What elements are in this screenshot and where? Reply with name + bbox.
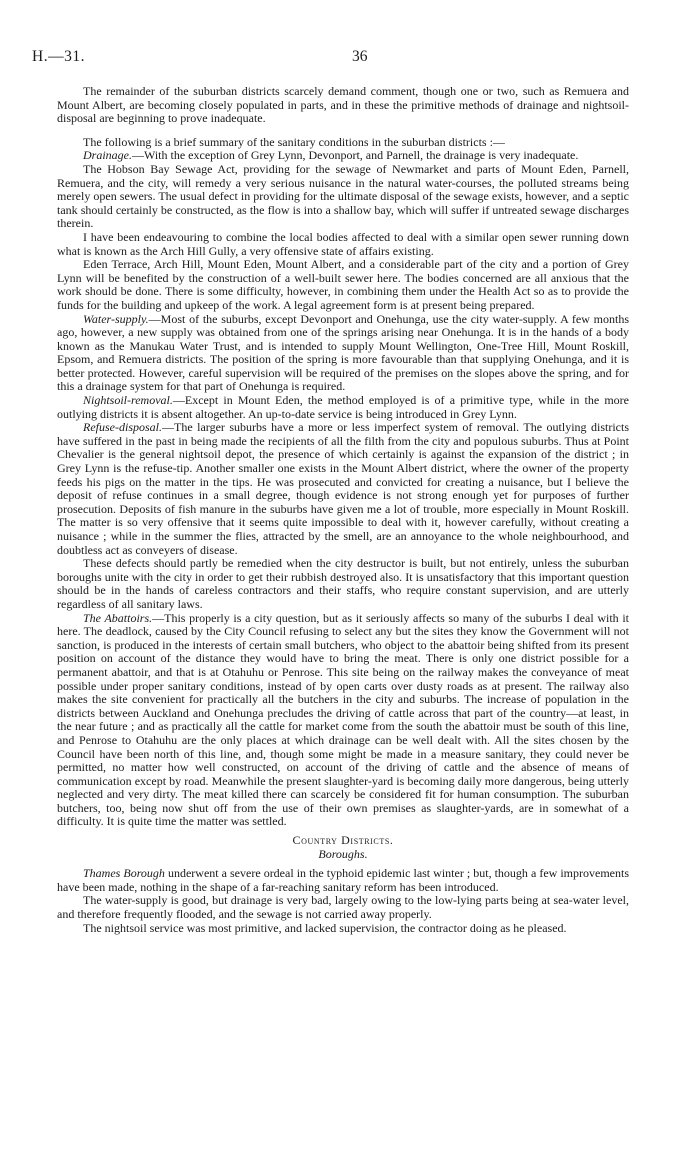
paragraph: The water-supply is good, but drainage is very bad, largely owing to the low-lying parts being at sea-water level, and therefore frequently flooded, and the sewage is not carried away properly. bbox=[57, 893, 629, 922]
paragraph-text: —The larger suburbs have a more or less imperfect system of removal. The outlying districts have suffered in the past in being made the recipients of all the filth from the city and populous suburbs. Thus at Point Chevalier is the general nightsoil depot, the presence of which certainly is against the expansion of the district ; in Grey Lynn is the refuse-tip. Another smaller one exists in the Mount Albert district, where the owner of the property feeds his pigs on the matter in the tips. He was prosecuted and convicted for creating a nuisance, but I believe the deposit of refuse continues in a small degree, though evidence is not strong enough yet for purposes of further prosecution. Deposits of fish manure in the suburbs have given me a lot of trouble, more especially in Mount Roskill. The matter is so very offensive that it seems quite impossible to deal with it, however carefully, without creating a nuisance ; while in the summer the flies, attracted by the smell, are an annoyance to the whole neighbourhood, and doubtless act as conveyers of disease. bbox=[57, 420, 629, 557]
section-label: Thames Borough bbox=[83, 866, 165, 881]
document-body bbox=[57, 85, 629, 935]
paragraph: The following is a brief summary of the sanitary conditions in the suburban districts :— bbox=[83, 134, 505, 149]
section-heading: Country Districts. bbox=[292, 833, 394, 848]
paragraph bbox=[57, 394, 629, 421]
paragraph bbox=[57, 612, 629, 830]
paragraph-text: —Most of the suburbs, except Devonport and Onehunga, use the city water-supply. A few months ago, however, a new supply was obtained from one of the springs arising near Onehunga. It is in the hands of a body known as the Manukau Water Trust, and is intended to supply Mount Wellington, One-Tree Hill, Mount Roskill, Epsom, and Remuera districts. The position of the spring is more favourable than that supplying Onehunga, and it is better protected. However, careful supervision will be required of the premises on the slopes above the spring, and for this a drainage system for that part of Onehunga is required. bbox=[57, 311, 629, 394]
section-label: Drainage. bbox=[83, 148, 132, 163]
paragraph bbox=[57, 149, 629, 163]
paragraph: The nightsoil service was most primitive, and lacked supervision, the contractor doing as he pleased. bbox=[83, 920, 567, 935]
page-number: 36 bbox=[352, 48, 368, 65]
paragraph bbox=[57, 421, 629, 557]
paragraph: Eden Terrace, Arch Hill, Mount Eden, Mount Albert, and a considerable part of the city and a portion of Grey Lynn will be benefited by the construction of a well-built sewer here. The bodies concerned are all anxious that the work should be done. There is some difficulty, however, in combining them under the Health Act so as to provide the funds for the building and upkeep of the work. A legal agreement form is at present being prepared. bbox=[57, 257, 629, 312]
paragraph-text: underwent a severe ordeal in the typhoid epidemic last winter ; but, though a few improvements have been made, nothing in the shape of a far-reaching sanitary reform has been introduced. bbox=[57, 866, 630, 894]
paragraph bbox=[57, 867, 629, 894]
page-header bbox=[32, 48, 668, 70]
section-label: Water-supply. bbox=[83, 311, 149, 326]
paragraph-text: —With the exception of Grey Lynn, Devonport, and Parnell, the drainage is very inadequate. bbox=[132, 148, 579, 163]
section-label: The Abattoirs. bbox=[83, 610, 153, 625]
section-label: Nightsoil-removal. bbox=[83, 393, 173, 408]
paragraph: These defects should partly be remedied when the city destructor is built, but not entirely, unless the suburban boroughs unite with the city in order to get their rubbish destroyed also. It is unsatisfactory that this important question should be in the hands of careless contractors and their staffs, who require constant supervision, and are utterly regardless of all sanitary laws. bbox=[57, 556, 629, 611]
paragraph-text: —This properly is a city question, but as it seriously affects so many of the suburbs I deal with it here. The deadlock, caused by the City Council refusing to select any but the sites they know the Government will not sanction, is produced in the interests of certain small butchers, who object to the abattoir being shifted from its present position on account of the distance they would have to bring the meat. There is only one district possible for a permanent abattoir, and that is at Otahuhu or Penrose. This site being on the railway makes the conveyance of meat possible under proper sanitary conditions, instead of by open carts over dusty roads as at present. The railway also makes the site convenient for practically all the butchers in the city and suburbs. The increase of population in the districts between Auckland and Onehunga precludes the driving of cattle across that part of the country—at least, in the near future ; and as practically all the cattle for market come from the south the abattoir must be south of this line, and Penrose to Otahuhu are the only places at which drainage can be well dealt with. All the sites chosen by the Council have been north of this line, and, though some might be made in a measure sanitary, they could never be permitted, no matter how well constructed, on account of the driving of cattle and the absence of means of communication except by road. Meanwhile the present slaughter-yard is becoming daily more dangerous, being utterly neglected and very dirty. The meat killed there can scarcely be considered fit for human consumption. The suburban butchers, too, being now shut off from the use of their own premises as slaughter-yards, are in somewhat of a difficulty. It is quite time the matter was settled. bbox=[57, 610, 629, 829]
subsection-heading: Boroughs. bbox=[318, 846, 368, 861]
paragraph bbox=[57, 313, 629, 395]
paragraph: The Hobson Bay Sewage Act, providing for the sewage of Newmarket and parts of Mount Eden, Parnell, Remuera, and the city, will remedy a very serious nuisance in the natural water-courses, the polluted streams being merely open sewers. The usual defect in providing for the ultimate disposal of the sewage exists, however, and a septic tank should certainly be constructed, as the flow is into a shallow bay, which will suffer if untreated sewage discharges therein. bbox=[57, 161, 629, 231]
paragraph: I have been endeavouring to combine the local bodies affected to deal with a similar open sewer running down what is known as the Arch Hill Gully, a very offensive state of affairs existing. bbox=[57, 229, 629, 258]
paragraph: The remainder of the suburban districts scarcely demand comment, though one or two, such as Remuera and Mount Albert, are becoming closely populated in parts, and in these the primitive methods of drainage and nightsoil-disposal are beginning to prove inadequate. bbox=[57, 84, 629, 126]
section-label: Refuse-disposal. bbox=[83, 420, 162, 435]
paragraph-text: —Except in Mount Eden, the method employed is of a primitive type, while in the more outlying districts it is absent altogether. An up-to-date service is being introduced in Grey Lynn. bbox=[57, 393, 629, 421]
report-code: H.—31. bbox=[32, 48, 85, 65]
